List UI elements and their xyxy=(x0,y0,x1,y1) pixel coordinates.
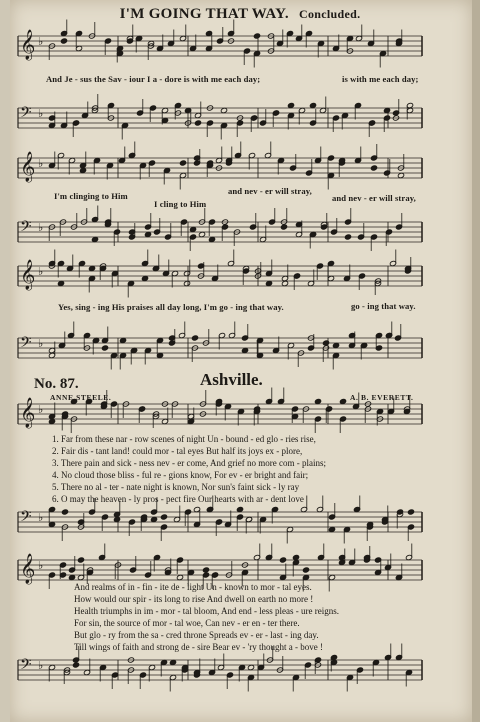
svg-text:♭: ♭ xyxy=(38,265,44,278)
page-edge xyxy=(472,0,480,722)
staff-1-treble xyxy=(18,28,422,72)
svg-text:♭: ♭ xyxy=(38,511,44,524)
staff-2-bass xyxy=(18,214,422,258)
verse-2a: 2. Fair dis - tant land! could mor - tal eyes But half its joys ex - plore, xyxy=(52,446,303,456)
verse-4b: For sin, the source of mor - tal woe, Can nev - er en - ter there. xyxy=(74,618,300,628)
svg-text:𝄢: 𝄢 xyxy=(20,508,32,529)
staff-5-bass xyxy=(18,652,422,696)
hymn-title: Ashville. xyxy=(200,370,263,389)
lyric-line-1: And Je - sus the Sav - iour I a - dore is with me each day; xyxy=(46,74,261,84)
verse-1b: And realms of in - fin - ite de - light Un - known to mor - tal eyes. xyxy=(74,582,312,592)
verse-6b: Till wings of faith and strong de - sire Bear ev - 'ry thought a - bove ! xyxy=(74,642,323,652)
verse-4a: 4. No cloud those bliss - ful re - gions know, For ev - er bright and fair; xyxy=(52,470,309,480)
svg-text:𝄢: 𝄢 xyxy=(20,218,32,239)
svg-text:♭: ♭ xyxy=(38,337,44,350)
lyric-line-2a: I'm clinging to Him xyxy=(54,191,128,201)
verse-6a: 6. O may the heaven - ly pros - pect fire Our hearts with ar - dent love xyxy=(52,494,304,504)
staff-4-bass xyxy=(18,504,422,548)
svg-text:♭: ♭ xyxy=(38,559,44,572)
lyric-line-2b: I cling to Him xyxy=(154,199,207,209)
staff-3-bass xyxy=(18,330,422,374)
staff-1-bass xyxy=(18,100,422,144)
svg-text:𝄞: 𝄞 xyxy=(20,554,36,584)
song-title-suffix: Concluded. xyxy=(299,7,361,21)
svg-text:𝄢: 𝄢 xyxy=(20,334,32,355)
lyric-line-2c: and nev - er will stray, xyxy=(228,186,312,196)
svg-text:♭: ♭ xyxy=(38,403,44,416)
song-title-text: I'M GOING THAT WAY. xyxy=(119,6,289,22)
svg-text:𝄞: 𝄞 xyxy=(20,260,36,290)
verse-5a: 5. There no al - ter - nate night is known, Nor sun's faint sick - ly ray xyxy=(52,482,300,492)
lyric-line-2d: and nev - er will stray, xyxy=(332,193,416,203)
hymn-number: No. 87. xyxy=(34,376,79,392)
lyric-line-1-alt: is with me each day; xyxy=(342,74,419,84)
svg-text:♭: ♭ xyxy=(38,221,44,234)
verse-5b: But glo - ry from the sa - cred throne Spreads ev - er - last - ing day. xyxy=(74,630,319,640)
svg-text:𝄞: 𝄞 xyxy=(20,30,36,60)
verse-3b: Health triumphs in im - mor - tal bloom, And end - less pleas - ure reigns. xyxy=(74,606,339,616)
staff-2-treble xyxy=(18,150,422,194)
svg-text:♭: ♭ xyxy=(38,157,44,170)
song-title xyxy=(0,6,480,23)
svg-text:𝄞: 𝄞 xyxy=(20,398,36,428)
staff-3-treble xyxy=(18,258,422,302)
verse-2b: How would our spir - its long to rise And dwell on earth no more ! xyxy=(74,594,314,604)
svg-text:𝄞: 𝄞 xyxy=(20,152,36,182)
verse-3a: 3. There pain and sick - ness nev - er come, And grief no more com - plains; xyxy=(52,458,327,468)
lyric-line-3: Yes, sing - ing His praises all day long, I'm go - ing that way. xyxy=(58,302,284,312)
verse-1a: 1. Far from these nar - row scenes of night Un - bound - ed glo - ries rise, xyxy=(52,434,316,444)
hymn-author: ANNE STEELE. xyxy=(50,393,112,402)
svg-text:♭: ♭ xyxy=(38,35,44,48)
svg-text:𝄢: 𝄢 xyxy=(20,656,32,677)
svg-text:𝄢: 𝄢 xyxy=(20,104,32,125)
svg-text:♭: ♭ xyxy=(38,107,44,120)
hymn-composer: A. B. EVERETT. xyxy=(350,393,414,402)
lyric-line-3-alt: go - ing that way. xyxy=(351,301,416,311)
svg-text:♭: ♭ xyxy=(38,659,44,672)
